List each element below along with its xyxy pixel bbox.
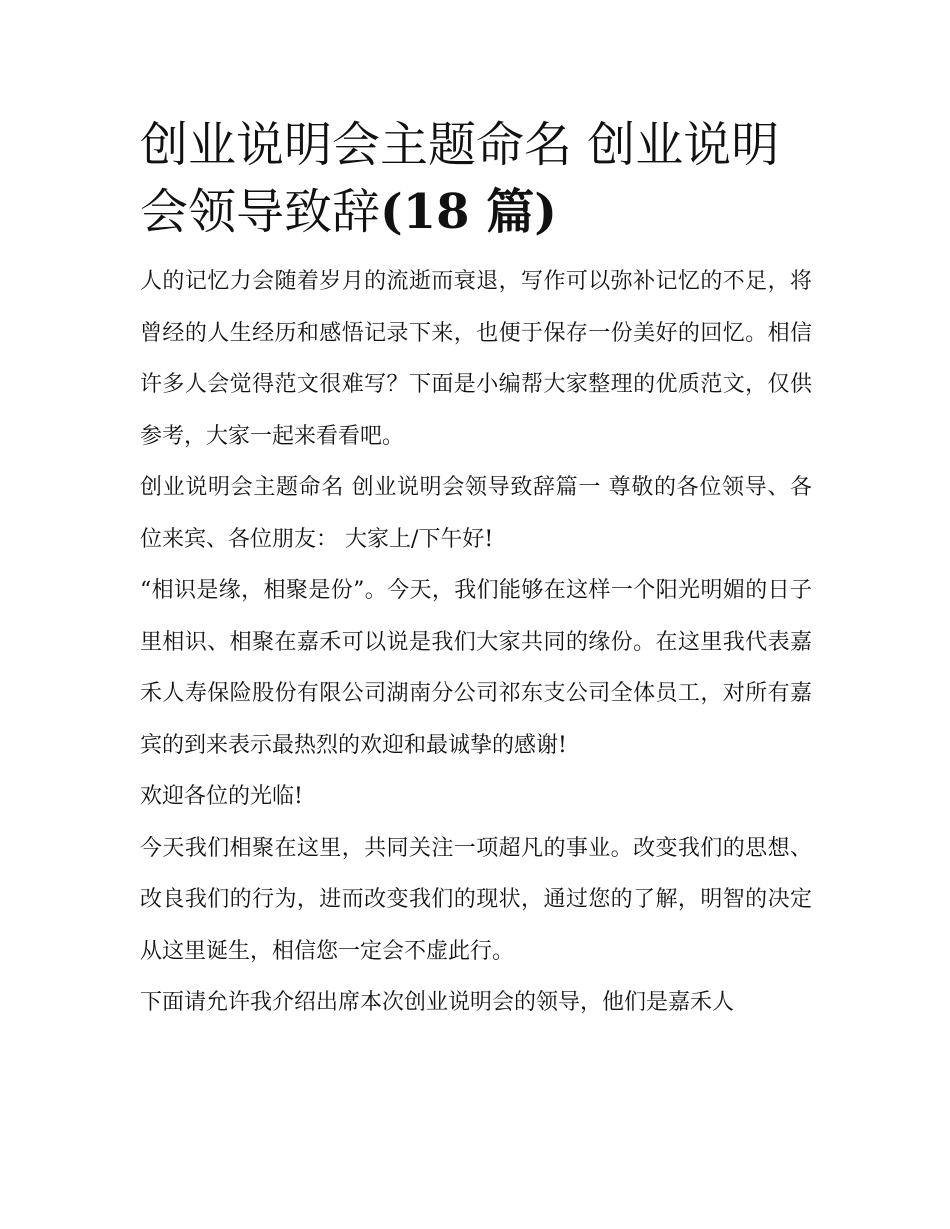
paragraph-intro: 人的记忆力会随着岁月的流逝而衰退，写作可以弥补记忆的不足，将曾经的人生经历和感悟记录下来，也便于保存一份美好的回忆。相信许多人会觉得范文很难写？下面是小编帮大家整理的优质范文，仅供参考，大家一起来看看吧。: [140, 269, 812, 449]
title-count: (18 篇): [380, 184, 557, 240]
document-body: [140, 112, 812, 1029]
paragraph-welcome: “相识是缘，相聚是份”。今天，我们能够在这样一个阳光明媚的日子里相识、相聚在嘉禾可以说是我们大家共同的缘份。在这里我代表嘉禾人寿保险股份有限公司湖南分公司祁东支公司全体员工，对所有嘉宾的到来表示最热烈的欢迎和最诚挚的感谢!: [140, 578, 812, 758]
paragraph-welcome-short: 欢迎各位的光临!: [140, 784, 303, 809]
paragraph-greeting: 创业说明会主题命名 创业说明会领导致辞篇一 尊敬的各位领导、各位来宾、各位朋友： 大家上/下午好!: [140, 475, 812, 552]
document-title: [140, 112, 812, 246]
paragraph-purpose: 今天我们相聚在这里，共同关注一项超凡的事业。改变我们的思想、改良我们的行为，进而改变我们的现状，通过您的了解，明智的决定从这里诞生，相信您一定会不虚此行。: [140, 835, 812, 964]
title-text: 创业说明会主题命名 创业说明会领导致辞: [140, 117, 780, 240]
paragraph-introduction: 下面请允许我介绍出席本次创业说明会的领导，他们是嘉禾人: [140, 990, 735, 1015]
